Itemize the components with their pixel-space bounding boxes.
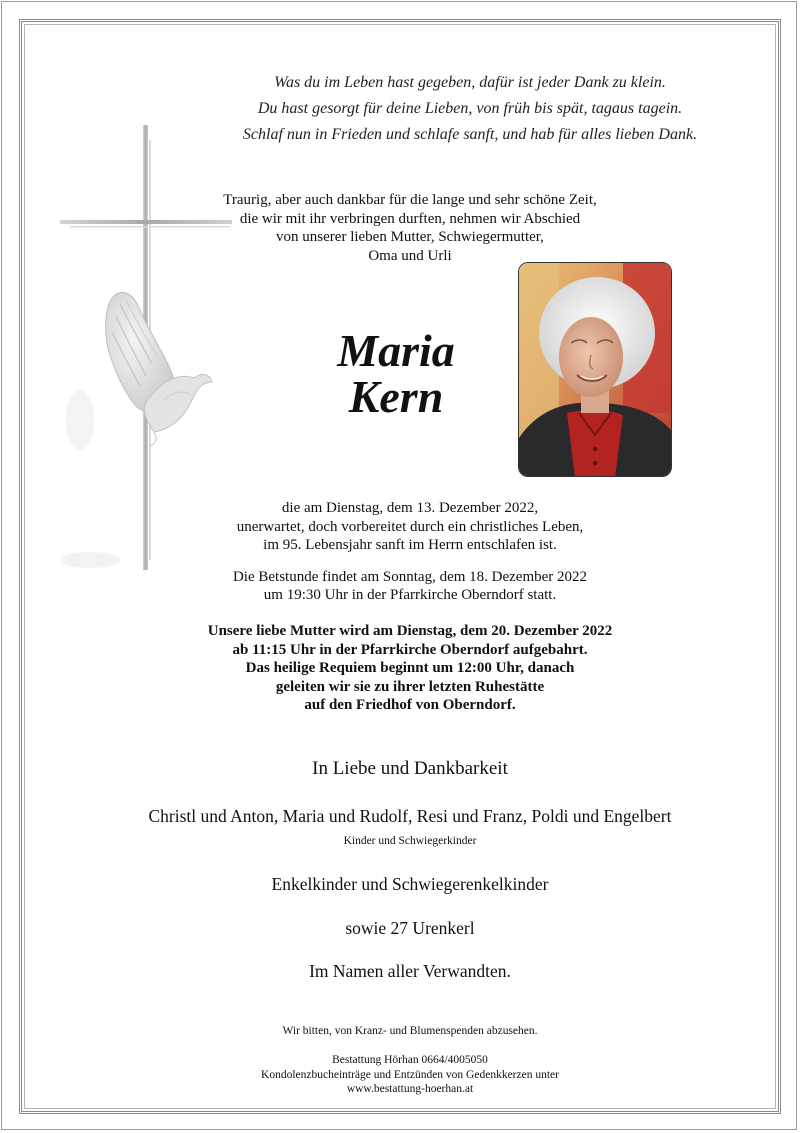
intro-text — [10, 191, 800, 265]
poem-line: Du hast gesorgt für deine Lieben, von früh bis spät, tagaus tagein. — [257, 100, 683, 117]
first-name: Maria — [337, 325, 455, 376]
prayer-line: Die Betstunde findet am Sonntag, dem 18. Dezember 2022 — [232, 569, 588, 585]
undertaker-line: Kondolenzbucheinträge und Entzünden von Gedenkkerzen unter — [261, 1068, 559, 1081]
undertaker-line: Bestattung Hörhan 0664/4005050 — [332, 1054, 488, 1066]
poem-line: Was du im Leben hast gegeben, dafür ist jeder Dank zu klein. — [274, 74, 666, 91]
grandchildren: Enkelkinder und Schwiegerenkelkinder — [271, 874, 549, 894]
portrait-photo — [518, 262, 672, 477]
poem-line: Schlaf nun in Frieden und schlafe sanft, und hab für alles lieben Dank. — [242, 126, 698, 143]
death-line: im 95. Lebensjahr sanft im Herrn entschlafen ist. — [263, 537, 557, 553]
children-label: Kinder und Schwiegerkinder — [343, 835, 477, 847]
last-name: Kern — [348, 371, 444, 422]
burial-line: auf den Friedhof von Oberndorf. — [304, 697, 516, 713]
intro-line: von unserer lieben Mutter, Schwiegermutter, — [276, 229, 544, 245]
children-names: Christl und Anton, Maria und Rudolf, Resi und Franz, Poldi und Engelbert — [148, 806, 672, 826]
burial-line: ab 11:15 Uhr in der Pfarrkirche Oberndorf aufgebahrt. — [232, 641, 588, 658]
relatives: Im Namen aller Verwandten. — [309, 961, 511, 981]
undertaker-website: www.bestattung-hoerhan.at — [346, 1083, 474, 1095]
intro-line: die wir mit ihr verbringen durften, nehmen wir Abschied — [239, 210, 581, 227]
death-notice — [10, 499, 800, 555]
burial-line: Das heilige Requiem beginnt um 12:00 Uhr, danach — [245, 660, 575, 676]
poem — [70, 70, 800, 148]
deceased-name — [0, 325, 796, 422]
closing-line: In Liebe und Dankbarkeit — [312, 758, 508, 779]
burial-info — [10, 622, 800, 715]
prayer-service — [10, 568, 800, 604]
intro-line: Traurig, aber auch dankbar für die lange und sehr schöne Zeit, — [223, 192, 597, 208]
burial-line: Unsere liebe Mutter wird am Dienstag, dem 20. Dezember 2022 — [207, 623, 613, 639]
prayer-line: um 19:30 Uhr in der Pfarrkirche Oberndorf statt. — [263, 587, 557, 603]
burial-line: geleiten wir sie zu ihrer letzten Ruhestätte — [275, 678, 545, 695]
death-line: unerwartet, doch vorbereitet durch ein christliches Leben, — [236, 518, 584, 535]
intro-line: Oma und Urli — [368, 247, 452, 264]
death-line: die am Dienstag, dem 13. Dezember 2022, — [281, 500, 539, 516]
flower-note: Wir bitten, von Kranz- und Blumenspenden abzusehen. — [282, 1025, 538, 1037]
undertaker-info — [10, 1053, 800, 1097]
great-grandchildren: sowie 27 Urenkerl — [345, 918, 475, 938]
